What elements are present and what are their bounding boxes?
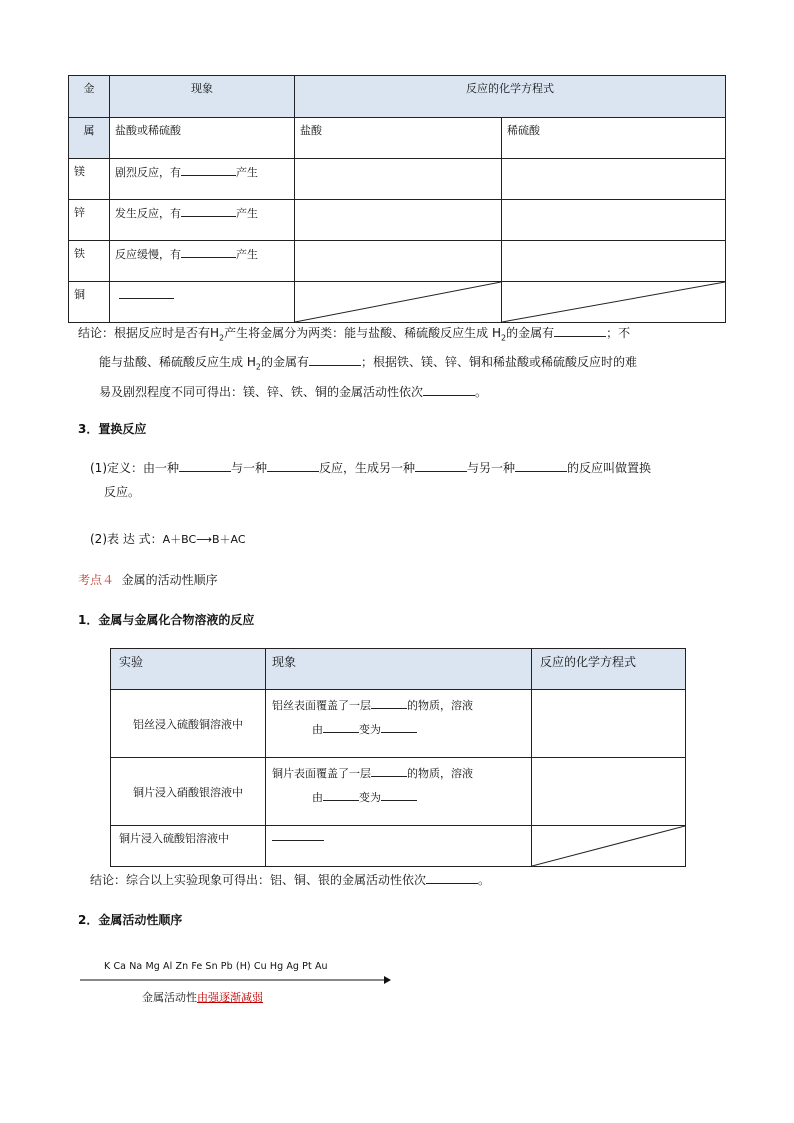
equation-cell[interactable] (502, 159, 726, 200)
kaodian-heading: 考点４ 金属的活动性顺序 (78, 573, 218, 587)
col-equation: 反应的化学方程式 (295, 76, 726, 118)
fill-blank[interactable] (515, 461, 567, 472)
phenomenon-cell: 反应缓慢，有 产生 (110, 241, 295, 282)
activity-series: K Ca Na Mg Al Zn Fe Sn Pb (H) Cu Hg Ag Pt Au (104, 961, 328, 972)
fill-blank[interactable] (309, 355, 361, 366)
fill-blank[interactable] (381, 722, 417, 733)
fill-blank[interactable] (181, 165, 236, 176)
metal-name: 镁 (69, 159, 110, 200)
fill-blank[interactable] (423, 385, 475, 396)
fill-blank[interactable] (371, 766, 407, 777)
equation-cell[interactable] (532, 758, 686, 826)
table-row (111, 690, 686, 758)
experiment-cell: 铜片浸入硝酸银溶液中 (111, 758, 266, 826)
metal-name: 铜 (69, 282, 110, 323)
metal-acid-table (68, 75, 726, 323)
metal-name: 铁 (69, 241, 110, 282)
metal-salt-table (110, 648, 686, 867)
equation-cell[interactable] (295, 241, 502, 282)
table-row (111, 826, 686, 867)
fill-blank[interactable] (415, 461, 467, 472)
phenomenon-cell: 铜片表面覆盖了一层 的物质，溶液 由 变为 (266, 758, 532, 826)
table-row (69, 241, 726, 282)
phenomenon-cell (110, 282, 295, 323)
col-metal-bottom: 属 (69, 118, 110, 159)
phenomenon-cell: 铝丝表面覆盖了一层 的物质，溶液 由 变为 (266, 690, 532, 758)
expression: (2)表 达 式：A＋BC⟶B＋AC (90, 532, 246, 546)
col-exp: 实验 (111, 649, 266, 690)
definition: (1)定义：由一种 与一种 反应，生成另一种 与另一种 的反应叫做置换 反应。 (90, 461, 652, 499)
fill-blank[interactable] (323, 722, 359, 733)
no-reaction-cell (532, 826, 686, 867)
fill-blank[interactable] (554, 326, 606, 337)
activity-label: 金属活动性由强逐渐减弱 (142, 991, 263, 1004)
equation-cell[interactable] (502, 200, 726, 241)
table-row (111, 758, 686, 826)
phenomenon-cell: 剧烈反应，有 产生 (110, 159, 295, 200)
phenomenon-cell: 发生反应，有 产生 (110, 200, 295, 241)
table-row (69, 159, 726, 200)
sub-h2so4: 稀硫酸 (502, 118, 726, 159)
table-row (69, 282, 726, 323)
no-reaction-cell (295, 282, 502, 323)
equation-cell[interactable] (295, 159, 502, 200)
equation-cell[interactable] (502, 241, 726, 282)
col-eq: 反应的化学方程式 (532, 649, 686, 690)
fill-blank[interactable] (426, 873, 478, 884)
experiment-cell: 铜片浸入硫酸铝溶液中 (111, 826, 266, 867)
col-phen: 现象 (266, 649, 532, 690)
table-row (69, 200, 726, 241)
fill-blank[interactable] (181, 206, 236, 217)
fill-blank[interactable] (267, 461, 319, 472)
no-reaction-cell (502, 282, 726, 323)
equation-cell[interactable] (532, 690, 686, 758)
fill-blank[interactable] (323, 790, 359, 801)
phenomenon-cell (266, 826, 532, 867)
section-heading: 3．置换反应 (78, 422, 147, 436)
col-metal-top: 金 (69, 76, 110, 118)
fill-blank[interactable] (272, 830, 324, 841)
section-heading: 2．金属活动性顺序 (78, 913, 183, 927)
equation-cell[interactable] (295, 200, 502, 241)
fill-blank[interactable] (181, 247, 236, 258)
fill-blank[interactable] (119, 288, 174, 299)
arrow-icon (80, 974, 392, 986)
fill-blank[interactable] (371, 698, 407, 709)
sub-hcl: 盐酸 (295, 118, 502, 159)
sub-acid-either: 盐酸或稀硫酸 (110, 118, 295, 159)
fill-blank[interactable] (179, 461, 231, 472)
experiment-cell: 铝丝浸入硫酸铜溶液中 (111, 690, 266, 758)
conclusion-2: 结论：综合以上实验现象可得出：铝、铜、银的金属活动性依次 。 (90, 873, 491, 887)
fill-blank[interactable] (381, 790, 417, 801)
metal-name: 锌 (69, 200, 110, 241)
section-heading: 1．金属与金属化合物溶液的反应 (78, 613, 255, 627)
conclusion-1: 结论：根据反应时是否有$H_2$产生将金属分为两类：能与盐酸、稀硫酸反应生成 $H_2$的金属有 ；不 能与盐酸、稀硫酸反应生成 $H_2$的金属有 ；根据铁、镁、锌、铜和稀盐酸或稀硫酸反应时的难 易及剧烈程度不同可得出：镁、锌、铁、铜的金属活动性依次 。 (78, 326, 637, 399)
col-phenomenon: 现象 (110, 76, 295, 118)
